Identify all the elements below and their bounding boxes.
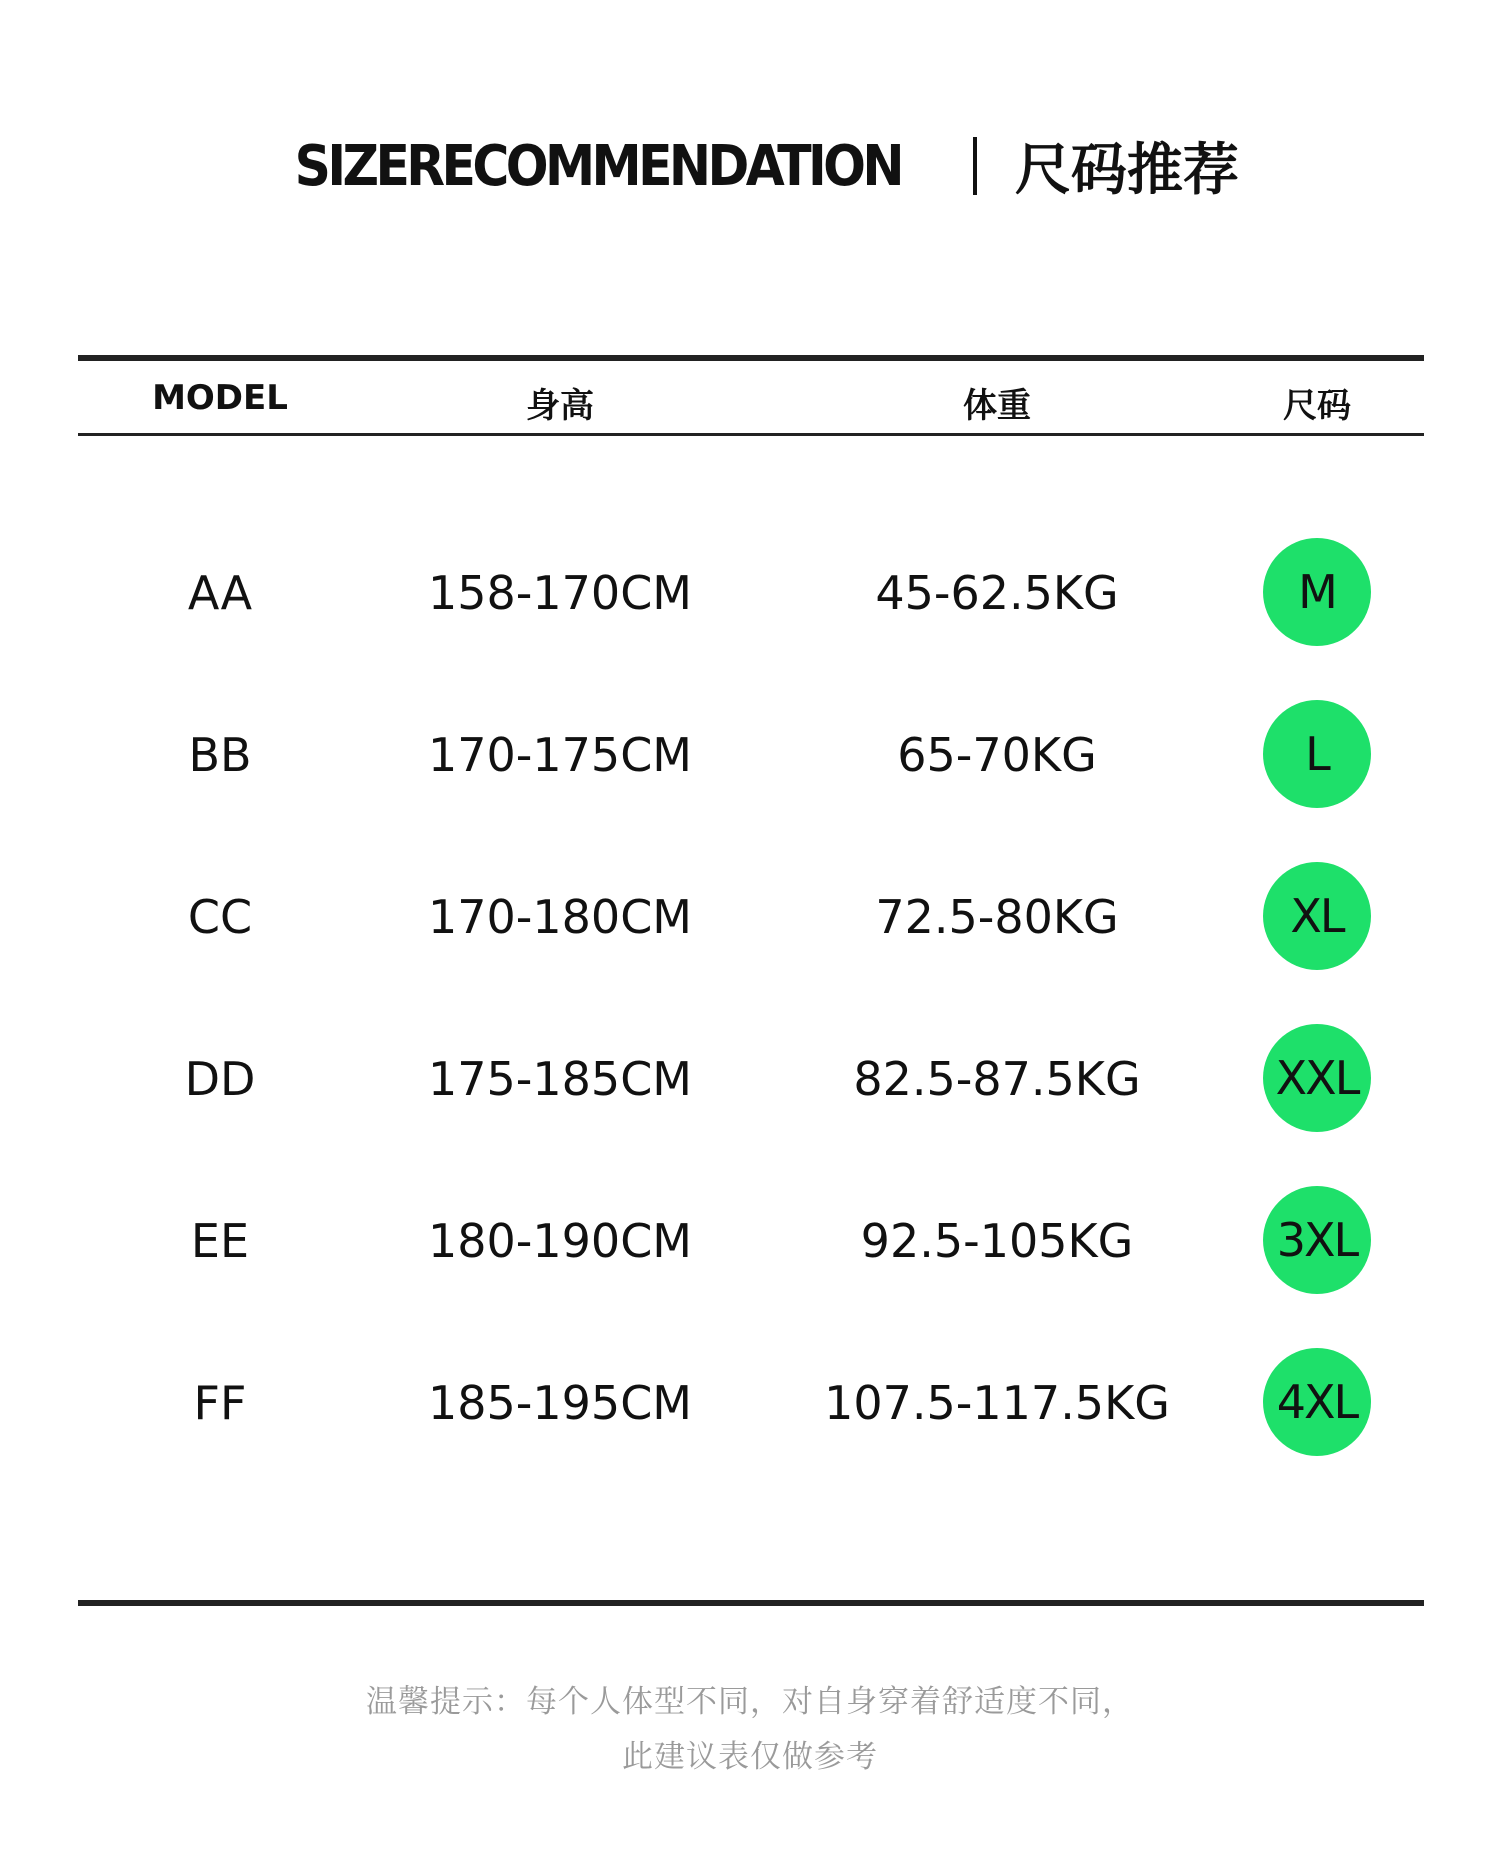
weight-cell: 82.5-87.5KG	[853, 1052, 1141, 1106]
size-badge	[1263, 1186, 1371, 1294]
table-row	[0, 862, 1500, 1024]
weight-cell: 107.5-117.5KG	[824, 1376, 1170, 1430]
table-row	[0, 1348, 1500, 1510]
header-size: 尺码	[1283, 386, 1351, 426]
model-cell: BB	[188, 728, 252, 782]
header-height: 身高	[526, 386, 594, 426]
size-label: 3XL	[1276, 1213, 1358, 1267]
height-cell: 170-175CM	[427, 728, 693, 782]
weight-cell: 92.5-105KG	[860, 1214, 1134, 1268]
table-top-rule	[78, 355, 1424, 361]
size-label: L	[1305, 727, 1329, 781]
header-weight: 体重	[963, 386, 1031, 426]
size-badge	[1263, 1024, 1371, 1132]
title-english: SIZERECOMMENDATION	[294, 133, 902, 199]
size-badge	[1263, 538, 1371, 646]
title-chinese: 尺码推荐	[1014, 138, 1239, 203]
size-badge	[1263, 862, 1371, 970]
table-row	[0, 700, 1500, 862]
height-cell: 175-185CM	[427, 1052, 693, 1106]
table-header	[0, 366, 1500, 432]
weight-cell: 45-62.5KG	[875, 566, 1119, 620]
page-title	[0, 126, 1500, 206]
table-body	[0, 538, 1500, 1510]
model-cell: CC	[187, 890, 253, 944]
note-line-2: 此建议表仅做参考	[622, 1739, 878, 1775]
size-label: M	[1298, 565, 1336, 619]
size-badge	[1263, 1348, 1371, 1456]
table-row	[0, 538, 1500, 700]
model-cell: EE	[190, 1214, 250, 1268]
size-label: XXL	[1275, 1051, 1359, 1105]
table-bottom-rule	[78, 1600, 1424, 1606]
header-model: MODEL	[152, 378, 288, 418]
weight-cell: 65-70KG	[897, 728, 1097, 782]
height-cell: 158-170CM	[427, 566, 693, 620]
model-cell: AA	[187, 566, 253, 620]
size-label: XL	[1290, 889, 1344, 943]
table-row	[0, 1186, 1500, 1348]
title-separator	[973, 137, 977, 195]
height-cell: 170-180CM	[427, 890, 693, 944]
table-header-rule	[78, 433, 1424, 436]
height-cell: 185-195CM	[427, 1376, 693, 1430]
size-badge	[1263, 700, 1371, 808]
note-line-1: 温馨提示：每个人体型不同，对自身穿着舒适度不同，	[366, 1684, 1134, 1720]
table-row	[0, 1024, 1500, 1186]
height-cell: 180-190CM	[427, 1214, 693, 1268]
size-label: 4XL	[1276, 1375, 1358, 1429]
model-cell: FF	[193, 1376, 247, 1430]
weight-cell: 72.5-80KG	[875, 890, 1119, 944]
model-cell: DD	[184, 1052, 256, 1106]
